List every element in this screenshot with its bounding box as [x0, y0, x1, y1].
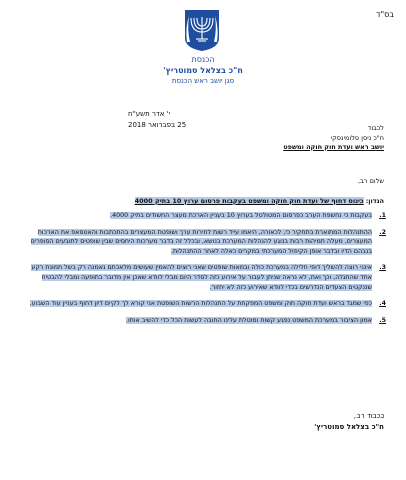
list-item: [20, 211, 386, 221]
list-item: [20, 228, 386, 257]
signature-block: [314, 411, 384, 433]
numbered-list: [20, 211, 386, 332]
recipient-name: ח"כ ניסן סלומינסקי: [330, 133, 384, 142]
subject-text: כינוס דחוף של ועדת חוק חוקה ומשפט בעקבות פרסום ערוץ 10 בתיק 4000: [134, 197, 364, 205]
item-text: בעקבות כי נחשפת הערב כפרסום המטולטל בערוץ 10 בעניין הארכת מעצר החשודים בתיק 4000.: [110, 212, 372, 219]
item-text: אמון הציבור במערכת המשפט נפגע קשות ומוטלת עלינו החובה לעשות הכל כדי להשיב אותו.: [125, 316, 372, 324]
subject-line: [22, 197, 384, 205]
item-number: 4.: [379, 300, 386, 308]
recipient-role: יושב ראש ועדת חוק חוקה ומשפט: [283, 143, 384, 151]
knesset-title: הכנסת: [191, 55, 215, 64]
item-number: 3.: [379, 264, 386, 272]
greeting: שלום רב,: [358, 177, 384, 185]
item-number: 1.: [379, 212, 386, 219]
mk-role-header: סגן יושב ראש הכנסת: [171, 77, 235, 85]
subject-label: הנדון:: [365, 197, 384, 205]
signature-closing: בכבוד רב,: [354, 412, 384, 420]
list-item: [20, 263, 386, 292]
item-text: כפי שמגד בראש ועדת חוקה חוק ומשפט המפקחת על התנהלות הרשות השופטת אני קורא לך לקיים דיון דחוף בעניין עוד השבוע.: [29, 300, 372, 308]
item-number: 5.: [379, 316, 386, 324]
list-item: [20, 316, 386, 326]
item-text: ההתנהלות המתוארת בתחקיר כי, לכאורה, היאמו עייד רשות לחירות ערך ושופטת המעצרים בהתכתבות והאטסאפ את הארכות המעצרים, מעלה תמיהות רבות בנוגע להנהלות המערכת בנושא, ובכלל זה בדבר מערכות היחסים שבין שופטים לתובעים הסופרים בנבהם הדיו ובדבר אופן הקיפול המערכתי במקרים כאלה לאחר ההתנהלות.: [30, 228, 372, 255]
recipient-to: לכבוד: [367, 124, 384, 132]
recipient-block: [144, 124, 384, 153]
mk-name-header: ח"כ בצלאל סמוטריץ': [163, 66, 243, 75]
item-number: 2.: [379, 228, 386, 236]
signature-name: ח"כ בצלאל סמוטריץ': [314, 423, 384, 431]
item-text: אינני רוצה להשליך דופי חלילה במערכת כולה ובמאות שופטים שאני רוצים להאמין שעושים מלאכתם נאמנה רק בשל תמונת רקע אחד שהתגלה, וכך ואת, לא נראה שניתן לעבור על אירוע כזה לסדר היום מבלי לוודא שאכן אין מדובר בתופעה ומבלי להבטיח שננקטים הצעדים הנדרשים בכדי לוודא שאירוע כזה לא יחזור.: [31, 264, 372, 291]
gregorian-date: 25 בפברואר 2018: [128, 121, 187, 129]
list-item: [20, 299, 386, 309]
knesset-emblem-icon: [183, 8, 221, 52]
bsd-mark: בס"ד: [376, 10, 394, 19]
hebrew-date: י' אדר תשע"ח: [128, 110, 171, 118]
